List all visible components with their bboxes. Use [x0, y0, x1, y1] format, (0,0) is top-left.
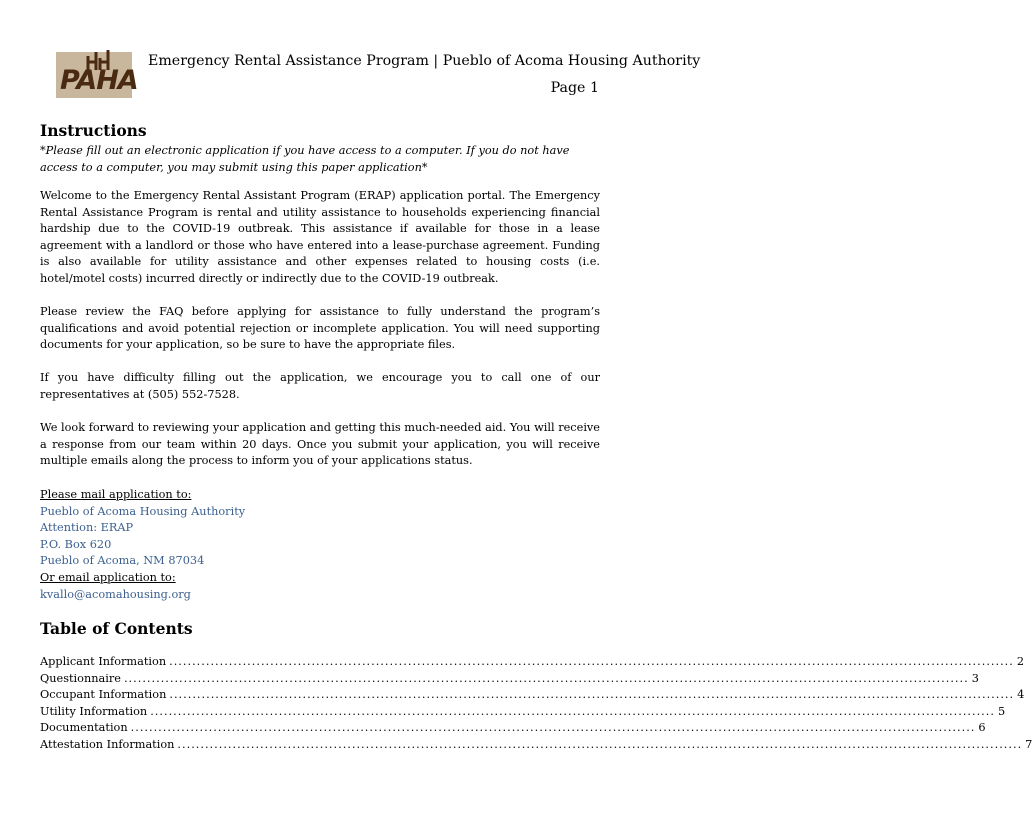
mail-city: Pueblo of Acoma, NM 87034	[40, 554, 205, 568]
toc-label: Attestation Information	[40, 737, 175, 751]
toc-item[interactable]	[40, 655, 1025, 672]
toc-item[interactable]	[40, 721, 986, 738]
mail-attention: Attention: ERAP	[40, 521, 134, 535]
toc-page: 4	[1017, 688, 1025, 702]
paragraph-response: We look forward to reviewing your application and getting this much-needed aid. You will receive a response from our team within 20 days. Once you submit your application, you will receive multiple emails along the process to inform you of your applications status.	[40, 421, 600, 468]
table-of-contents	[40, 655, 1032, 755]
toc-item[interactable]	[40, 704, 1006, 722]
toc-item[interactable]	[40, 688, 1025, 705]
toc-leader	[169, 655, 1014, 668]
mail-org: Pueblo of Acoma Housing Authority	[40, 504, 246, 518]
toc-leader	[124, 672, 969, 685]
mail-label: Please mail application to:	[40, 488, 192, 501]
page-number: Page 1	[550, 80, 599, 96]
toc-label: Utility Information	[40, 704, 148, 718]
email-address[interactable]: kvallo@acomahousing.org	[40, 587, 191, 601]
toc-label: Applicant Information	[40, 655, 167, 668]
logo-text: PAHA	[60, 65, 138, 96]
toc-leader	[169, 688, 1014, 701]
paragraph-welcome: Welcome to the Emergency Rental Assistant Program (ERAP) application portal. The Emergency Rental Assistance Program is rental and utility assistance to households experiencing financial hardship due to the COVID-19 outbreak. This assistance if available for those in a lease agreement with a landlord or those who have entered into a lease-purchase agreement. Funding is also available for utility assistance and other expenses related to housing costs (i.e. hotel/motel costs) incurred directly or indirectly due to the COVID-19 outbreak.	[40, 189, 600, 285]
paragraph-faq: Please review the FAQ before applying for assistance to fully understand the program’s qualifications and avoid potential rejection or incomplete application. You will need supporting documents for your application, so be sure to have the appropriate files.	[40, 305, 600, 352]
toc-page: 2	[1016, 655, 1025, 668]
toc-label: Questionnaire	[40, 671, 121, 685]
instructions-heading: Instructions	[40, 121, 147, 140]
toc-page: 5	[997, 704, 1006, 718]
toc-page: 6	[978, 721, 986, 735]
header-title: Emergency Rental Assistance Program | Pueblo of Acoma Housing Authority	[148, 53, 701, 69]
instructions-note: *Please fill out an electronic application if you have access to a computer. If you do not have access to a computer, you may submit using this paper application*	[40, 144, 570, 174]
toc-item[interactable]	[40, 671, 979, 689]
toc-leader	[177, 738, 1022, 751]
toc-heading: Table of Contents	[40, 619, 193, 638]
paragraph-contact: If you have difficulty filling out the application, we encourage you to call one of our representatives at (505) 552-7528.	[40, 371, 600, 401]
toc-label: Documentation	[40, 721, 128, 735]
toc-page: 3	[971, 671, 979, 685]
toc-item[interactable]	[40, 737, 1032, 755]
mail-po-box: P.O. Box 620	[40, 537, 112, 551]
toc-leader	[150, 705, 995, 718]
email-label: Or email application to:	[40, 570, 176, 584]
mailing-info	[40, 487, 245, 603]
toc-leader	[131, 721, 976, 734]
toc-page: 7	[1025, 737, 1032, 751]
toc-label: Occupant Information	[40, 688, 167, 702]
paha-logo	[56, 52, 138, 98]
